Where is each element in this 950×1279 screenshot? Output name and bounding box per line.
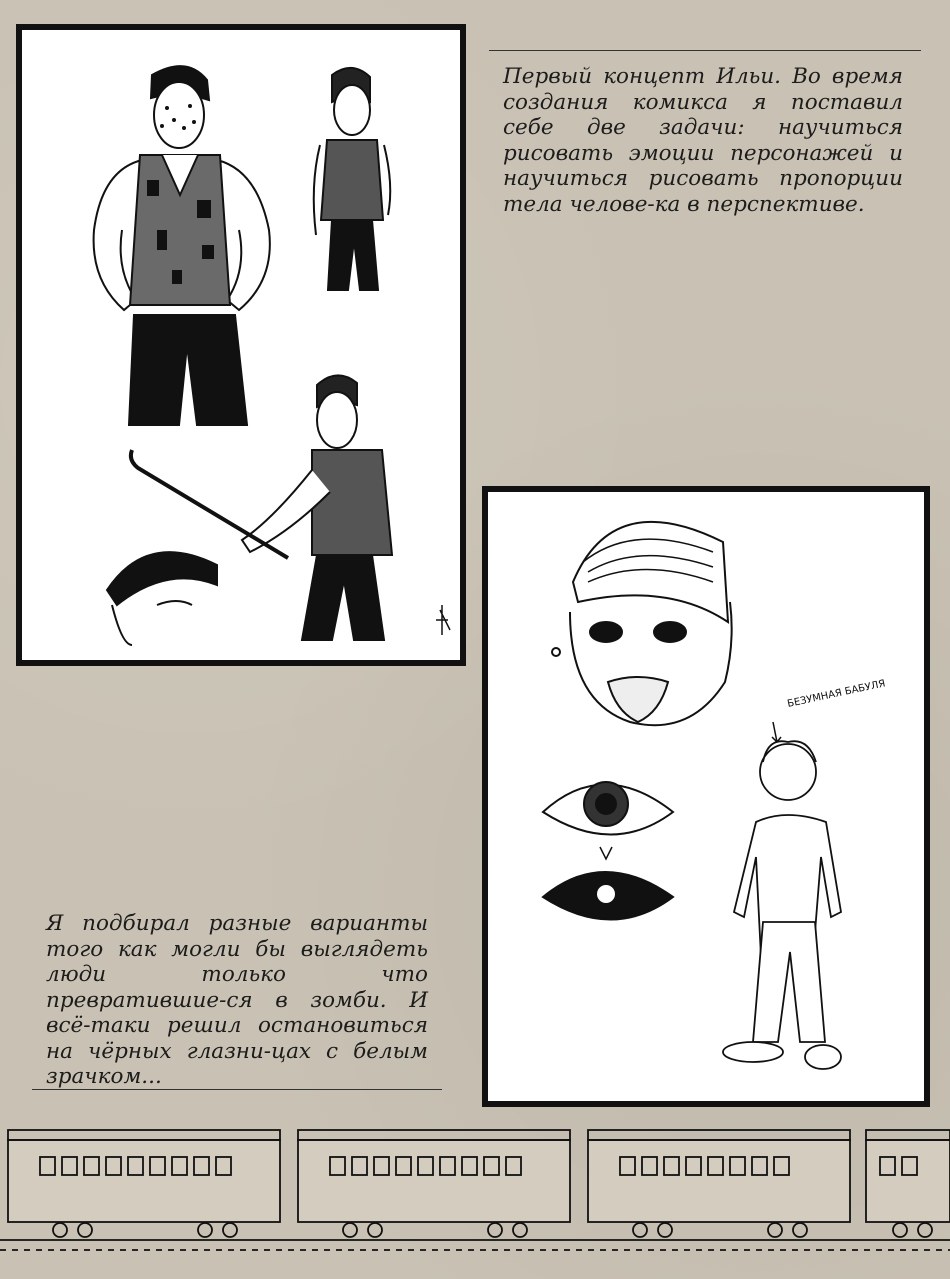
train-car-4: [866, 1130, 950, 1237]
figure-granny: [723, 741, 841, 1069]
granny-label: БЕЗУМНАЯ БАБУЛЯ: [786, 678, 887, 710]
artist-signature: [436, 605, 450, 635]
train-car-2: [298, 1130, 570, 1237]
caption-ilya-concept: Первый концепт Ильи. Во время создания комикса я поставил себе две задачи: научиться рисовать эмоции персонажей и научиться рисовать пропорции тела челове-ка в перспективе.: [503, 64, 903, 217]
train-car-1: [8, 1130, 280, 1237]
caption-rule-top: [489, 50, 921, 51]
eye-study-normal: [543, 782, 673, 835]
illustration-frame-ilya-concept: [16, 24, 466, 666]
train-illustration: [0, 1125, 950, 1265]
figure-front-view: [94, 66, 270, 425]
arrow-down-icon: [600, 847, 612, 859]
arrow-down-icon: [772, 722, 781, 742]
caption-rule-bottom: [32, 1089, 442, 1090]
hair-study: [107, 552, 217, 645]
caption-zombie-studies: Я подбирал разные варианты того как могли бы выглядеть люди только что превратившие-ся в зомби. И всё-таки решил остановиться на чёрных глазни-цах с белым зрачком...: [46, 911, 428, 1089]
zombie-face: [552, 522, 732, 725]
zombie-studies-sketch: [488, 492, 924, 1101]
ilya-concept-sketch: [22, 30, 460, 660]
train-car-3: [588, 1130, 850, 1237]
figure-back-view: [314, 68, 391, 290]
illustration-frame-zombie-studies: [482, 486, 930, 1107]
eye-study-zombie: [543, 872, 673, 920]
